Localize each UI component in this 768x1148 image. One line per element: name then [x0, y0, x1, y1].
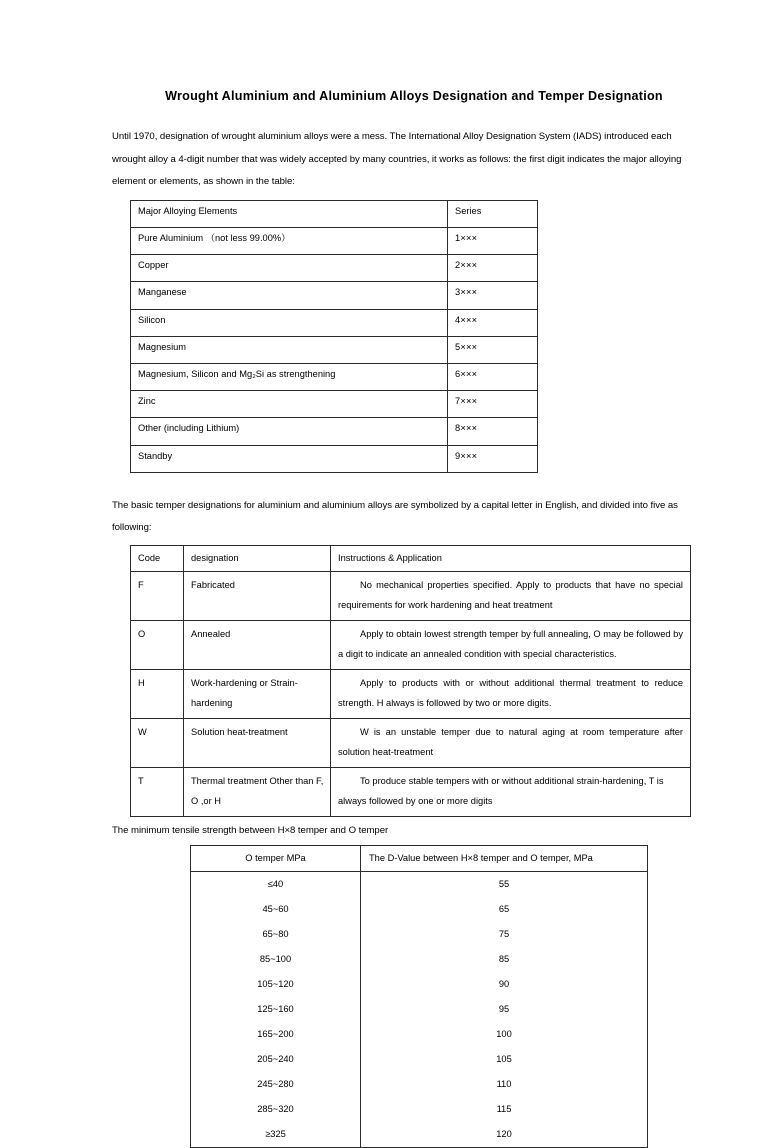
page-title: Wrought Aluminium and Aluminium Alloys Designation and Temper Designation — [165, 89, 663, 103]
d-value: 75 — [361, 922, 648, 947]
temper-code: W — [131, 718, 184, 767]
table-row — [131, 336, 538, 363]
temper-instructions: Apply to products with or without additional thermal treatment to reduce strength. H always is followed by two or more digits. — [331, 669, 691, 718]
table-row — [131, 767, 691, 816]
column-header-instructions: Instructions & Application — [331, 545, 691, 571]
table-row — [131, 620, 691, 669]
document-body — [112, 88, 702, 1148]
alloy-element: Manganese — [131, 282, 448, 309]
o-temper-value: 125~160 — [191, 997, 361, 1022]
column-header-series: Series — [448, 200, 538, 227]
alloy-element: Pure Aluminium （not less 99.00%） — [131, 228, 448, 255]
o-temper-value: ≤40 — [191, 872, 361, 898]
table-row — [131, 309, 538, 336]
table-row — [131, 571, 691, 620]
table-row — [131, 445, 538, 472]
temper-intro-paragraph: The basic temper designations for aluminium and aluminium alloys are symbolized by a capital letter in English, and divided into five as following: — [112, 499, 678, 534]
alloy-series: 1××× — [448, 228, 538, 255]
table-row — [191, 1072, 648, 1097]
d-value: 110 — [361, 1072, 648, 1097]
alloy-element: Silicon — [131, 309, 448, 336]
alloy-series: 4××× — [448, 309, 538, 336]
o-temper-value: 165~200 — [191, 1022, 361, 1047]
temper-designation: Solution heat-treatment — [184, 718, 331, 767]
alloy-table-body — [131, 200, 538, 472]
table-row — [191, 1022, 648, 1047]
alloy-element: Other (including Lithium) — [131, 418, 448, 445]
temper-designation: Thermal treatment Other than F, O ,or H — [184, 767, 331, 816]
intro-paragraph: Until 1970, designation of wrought aluminium alloys were a mess. The International Alloy Designation System (IADS) introduced each wrought alloy a 4-digit number that was widely accepted by many countries, it works as follows: the first digit indicates the major alloying element or elements, as shown in the table: — [112, 131, 682, 188]
d-value: 100 — [361, 1022, 648, 1047]
table-row — [191, 1097, 648, 1122]
o-temper-value: 65~80 — [191, 922, 361, 947]
table-row — [131, 255, 538, 282]
column-header-designation: designation — [184, 545, 331, 571]
temper-code: H — [131, 669, 184, 718]
d-value: 85 — [361, 947, 648, 972]
temper-instructions: No mechanical properties specified. Apply to products that have no special requirements for work hardening and heat treatment — [331, 571, 691, 620]
d-value: 105 — [361, 1047, 648, 1072]
temper-instructions: To produce stable tempers with or without additional strain-hardening, T is always followed by one or more digits — [331, 767, 691, 816]
table-row — [131, 669, 691, 718]
column-header-code: Code — [131, 545, 184, 571]
temper-code: F — [131, 571, 184, 620]
alloy-element: Magnesium, Silicon and Mg₂Si as strengthening — [131, 363, 448, 390]
d-value: 95 — [361, 997, 648, 1022]
temper-designation: Fabricated — [184, 571, 331, 620]
alloy-element: Magnesium — [131, 336, 448, 363]
table-header-row — [131, 200, 538, 227]
table-row — [131, 391, 538, 418]
table-header-row — [131, 545, 691, 571]
table-row — [191, 897, 648, 922]
temper-table-body — [131, 545, 691, 816]
table-header-row — [191, 846, 648, 872]
o-temper-value: 85~100 — [191, 947, 361, 972]
strength-caption: The minimum tensile strength between H×8 temper and O temper — [112, 824, 389, 836]
column-header-o-temper: O temper MPa — [191, 846, 361, 872]
temper-instructions: W is an unstable temper due to natural aging at room temperature after solution heat-treatment — [331, 718, 691, 767]
alloy-series: 2××× — [448, 255, 538, 282]
table-row — [131, 363, 538, 390]
o-temper-value: ≥325 — [191, 1122, 361, 1148]
table-row — [191, 972, 648, 997]
table-row — [191, 922, 648, 947]
table-row — [191, 872, 648, 898]
d-value: 115 — [361, 1097, 648, 1122]
d-value: 120 — [361, 1122, 648, 1148]
table-row — [131, 718, 691, 767]
column-header-d-value: The D-Value between H×8 temper and O temper, MPa — [361, 846, 648, 872]
table-row — [131, 418, 538, 445]
table-row — [191, 1047, 648, 1072]
alloy-series: 7××× — [448, 391, 538, 418]
table-row — [191, 1122, 648, 1148]
table-row — [191, 997, 648, 1022]
alloy-series: 6××× — [448, 363, 538, 390]
table-row — [191, 947, 648, 972]
temper-code: O — [131, 620, 184, 669]
strength-table-body — [191, 872, 648, 1148]
alloy-series: 9××× — [448, 445, 538, 472]
d-value: 55 — [361, 872, 648, 898]
temper-instructions: Apply to obtain lowest strength temper by full annealing, O may be followed by a digit to indicate an annealed condition with special characteristics. — [331, 620, 691, 669]
alloy-element: Zinc — [131, 391, 448, 418]
alloy-series: 3××× — [448, 282, 538, 309]
d-value: 65 — [361, 897, 648, 922]
temper-designation-table — [130, 545, 691, 817]
o-temper-value: 245~280 — [191, 1072, 361, 1097]
alloy-designation-table — [130, 200, 538, 473]
temper-code: T — [131, 767, 184, 816]
o-temper-value: 285~320 — [191, 1097, 361, 1122]
temper-designation: Annealed — [184, 620, 331, 669]
tensile-strength-table — [190, 845, 648, 1148]
o-temper-value: 205~240 — [191, 1047, 361, 1072]
alloy-element: Copper — [131, 255, 448, 282]
d-value: 90 — [361, 972, 648, 997]
strength-table-head — [191, 846, 648, 872]
o-temper-value: 105~120 — [191, 972, 361, 997]
column-header-element: Major Alloying Elements — [131, 200, 448, 227]
table-row — [131, 228, 538, 255]
o-temper-value: 45~60 — [191, 897, 361, 922]
alloy-series: 8××× — [448, 418, 538, 445]
temper-designation: Work-hardening or Strain-hardening — [184, 669, 331, 718]
alloy-element: Standby — [131, 445, 448, 472]
table-row — [131, 282, 538, 309]
alloy-series: 5××× — [448, 336, 538, 363]
